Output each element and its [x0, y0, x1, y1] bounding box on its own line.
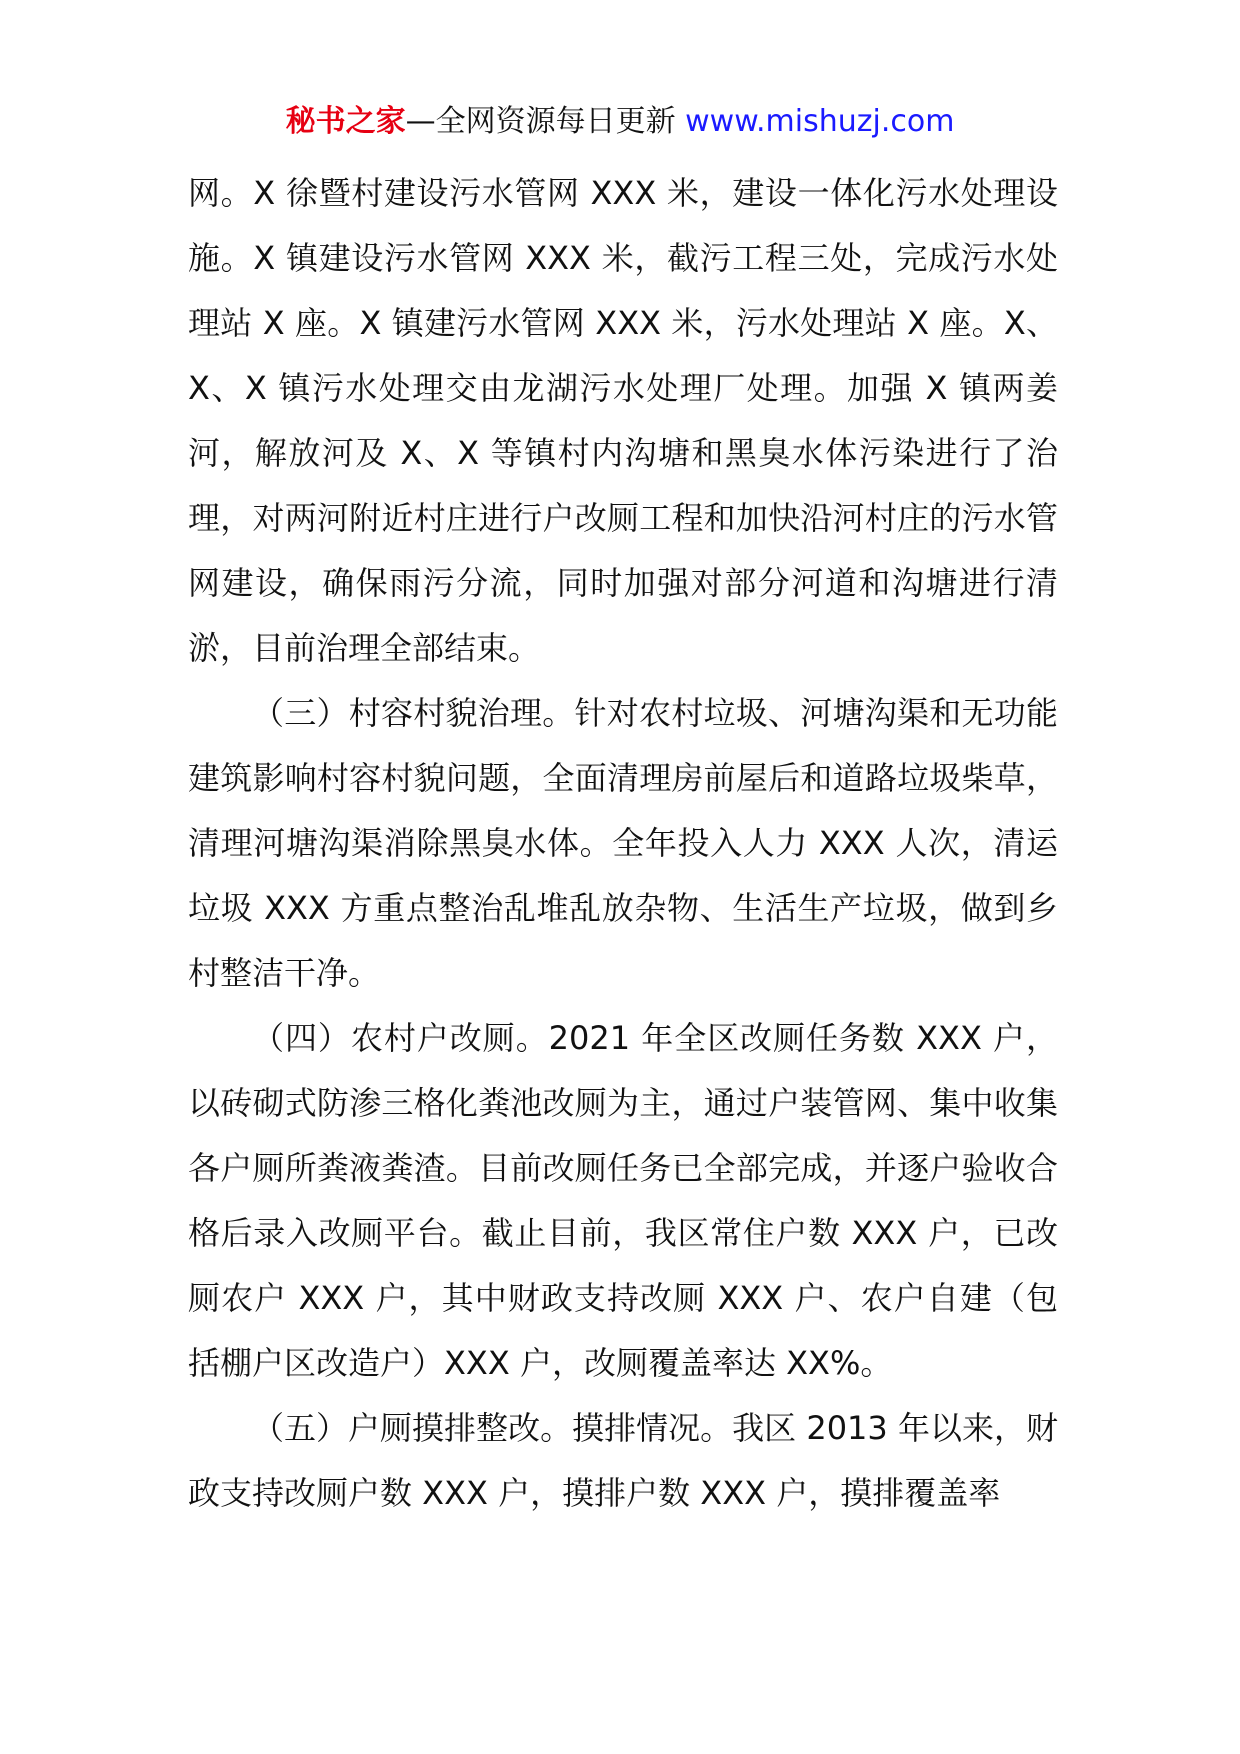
document-body: [188, 161, 1058, 1526]
site-header: [0, 100, 1240, 144]
site-tagline: —全网资源每日更新: [405, 104, 686, 139]
paragraph-village-appearance: （三）村容村貌治理。针对农村垃圾、河塘沟渠和无功能建筑影响村容村貌问题，全面清理房前屋后和道路垃圾柴草，清理河塘沟渠消除黑臭水体。全年投入人力 XXX 人次，清运垃圾 XXX 方重点整治乱堆乱放杂物、生活生产垃圾，做到乡村整洁干净。: [188, 694, 1058, 992]
paragraph-toilet-renovation: （四）农村户改厕。2021 年全区改厕任务数 XXX 户，以砖砌式防渗三格化粪池改厕为主，通过户装管网、集中收集各户厕所粪液粪渣。目前改厕任务已全部完成，并逐户验收合格后录入改厕平台。截止目前，我区常住户数 XXX 户，已改厕农户 XXX 户，其中财政支持改厕 XXX 户、农户自建（包括棚户区改造户）XXX 户，改厕覆盖率达 XX%。: [188, 1019, 1058, 1382]
site-url-link[interactable]: www.mishuzj.com: [685, 104, 955, 139]
paragraph-toilet-survey: （五）户厕摸排整改。摸排情况。我区 2013 年以来，财政支持改厕户数 XXX 户，摸排户数 XXX 户，摸排覆盖率: [188, 1409, 1058, 1512]
paragraph-sewage-network: 网。X 徐暨村建设污水管网 XXX 米，建设一体化污水处理设施。X 镇建设污水管网 XXX 米，截污工程三处，完成污水处理站 X 座。X 镇建污水管网 XXX 米，污水处理站 X 座。X、X、X 镇污水处理交由龙湖污水处理厂处理。加强 X 镇两姜河，解放河及 X、X 等镇村内沟塘和黑臭水体污染进行了治理，对两河附近村庄进行户改厕工程和加快沿河村庄的污水管网建设，确保雨污分流，同时加强对部分河道和沟塘进行清淤，目前治理全部结束。: [188, 174, 1058, 667]
site-brand: 秘书之家: [285, 104, 406, 139]
